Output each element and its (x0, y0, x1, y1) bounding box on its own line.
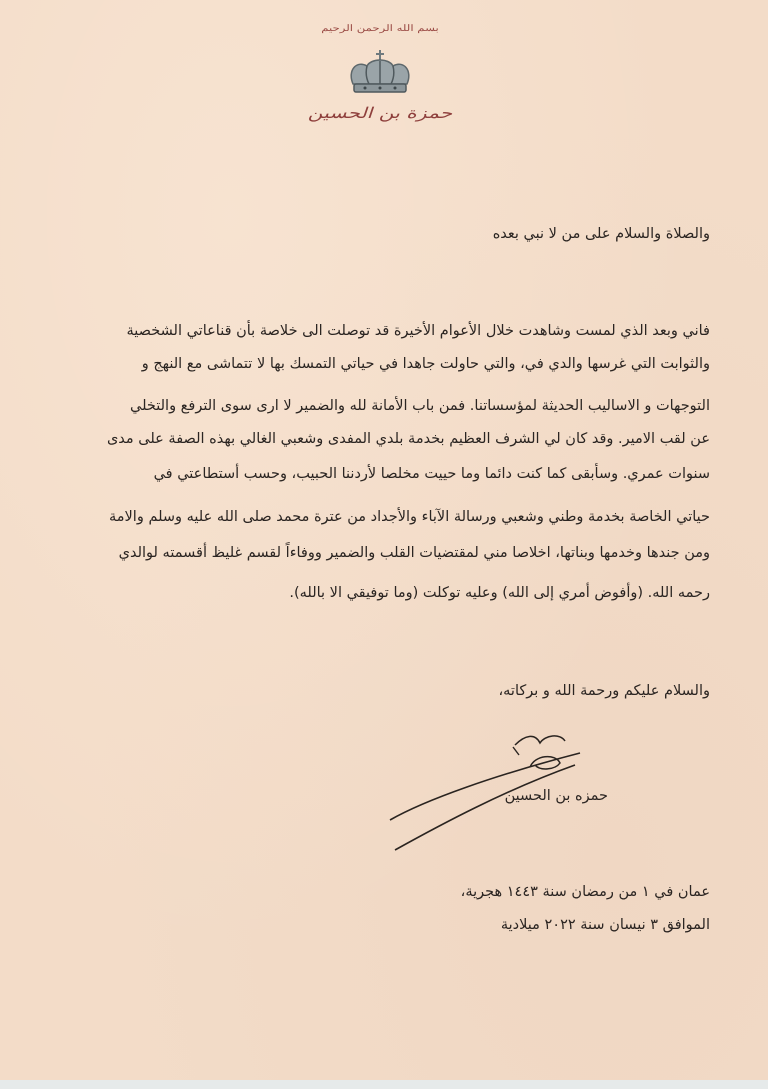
letterhead (300, 18, 460, 122)
body-line: التوجهات و الاساليب الحديثة لمؤسساتنا. فمن باب الأمانة لله والضمير لا ارى سوى الترفع والتخلي (130, 398, 710, 414)
date-hijri: عمان في ١ من رمضان سنة ١٤٤٣ هجرية، (460, 884, 710, 900)
closing: والسلام عليكم ورحمة الله و بركاته، (498, 683, 710, 699)
body-line: فاني وبعد الذي لمست وشاهدت خلال الأعوام الأخيرة قد توصلت الى خلاصة بأن قناعاتي الشخصية (126, 323, 710, 339)
date-gregorian: الموافق ٣ نيسان سنة ٢٠٢٢ ميلادية (500, 917, 710, 933)
body-line: رحمه الله. (وأفوض أمري إلى الله) وعليه توكلت (وما توفيقي الا بالله). (289, 585, 710, 601)
salutation: والصلاة والسلام على من لا نبي بعده (492, 226, 710, 242)
letterhead-name: حمزة بن الحسين (307, 104, 453, 122)
bottom-margin (0, 1080, 768, 1089)
body-line: حياتي الخاصة بخدمة وطني وشعبي ورسالة الآباء والأجداد من عترة محمد صلى الله عليه وسلم والامة (109, 509, 710, 525)
body-line: ومن جندها وخدمها وبناتها، اخلاصا مني لمقتضيات القلب والضمير ووفاءاً لقسم غليظ أقسمته لوالدي (118, 545, 710, 561)
crown-icon (345, 48, 415, 98)
body-line: سنوات عمري. وسأبقى كما كنت دائما وما حييت مخلصا لأردننا الحبيب، وحسب أستطاعتي في (153, 466, 710, 482)
body-line: والثوابت التي غرسها والدي في، والتي حاولت جاهدا في حياتي التمسك بها لا تتماشى مع النهج و (141, 356, 710, 372)
basmala: بسم الله الرحمن الرحيم (321, 24, 439, 34)
body-line: عن لقب الامير. وقد كان لي الشرف العظيم بخدمة بلدي المفدى وشعبي الغالي بهذه الصفة على مدى (106, 431, 710, 447)
signature-name: حمزه بن الحسين (504, 788, 608, 804)
